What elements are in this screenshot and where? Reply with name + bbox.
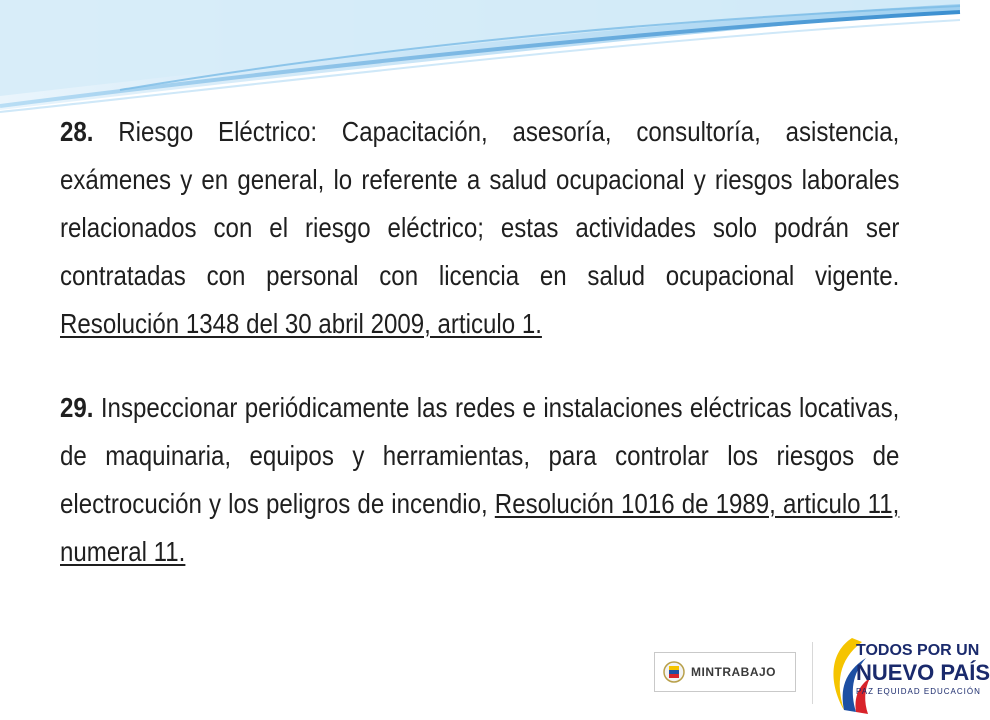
ministry-label: MINTRABAJO — [691, 665, 776, 679]
mintrabajo-logo — [654, 652, 796, 692]
item-29-paragraph — [60, 384, 899, 576]
slogan-line-1: TODOS POR UN — [856, 642, 980, 659]
legal-reference: Resolución 1348 del 30 abril 2009, articulo 1. — [60, 308, 542, 339]
slide-content — [60, 108, 900, 576]
item-28-paragraph — [60, 108, 899, 348]
legal-reference: Resolución 1016 de 1989, articulo 11, numeral 11. — [60, 488, 900, 567]
slogan-line-3: PAZ EQUIDAD EDUCACIÓN — [856, 687, 981, 696]
slogan-block — [856, 642, 990, 698]
logo-divider — [812, 642, 813, 704]
item-number: 28. — [60, 116, 94, 147]
footer-logos — [640, 628, 990, 720]
item-text: Riesgo Eléctrico: Capacitación, asesoría, consultoría, asistencia, exámenes y en general, lo referente a salud ocupacional y riesgos laborales relacionados con el riesgo eléctrico; estas actividades solo podrán ser contratadas con personal con licencia en salud ocupacional vigente. — [60, 116, 900, 291]
coat-of-arms-icon — [663, 661, 685, 683]
slogan-line-2: NUEVO PAÍS — [856, 660, 990, 685]
item-text: Inspeccionar periódicamente las redes e instalaciones eléctricas locativas, de maquinaria, equipos y herramientas, para controlar los riesgos de electrocución y los peligros de incendio, — [60, 392, 900, 519]
header-swoosh-decoration — [0, 0, 960, 120]
item-number: 29. — [60, 392, 94, 423]
